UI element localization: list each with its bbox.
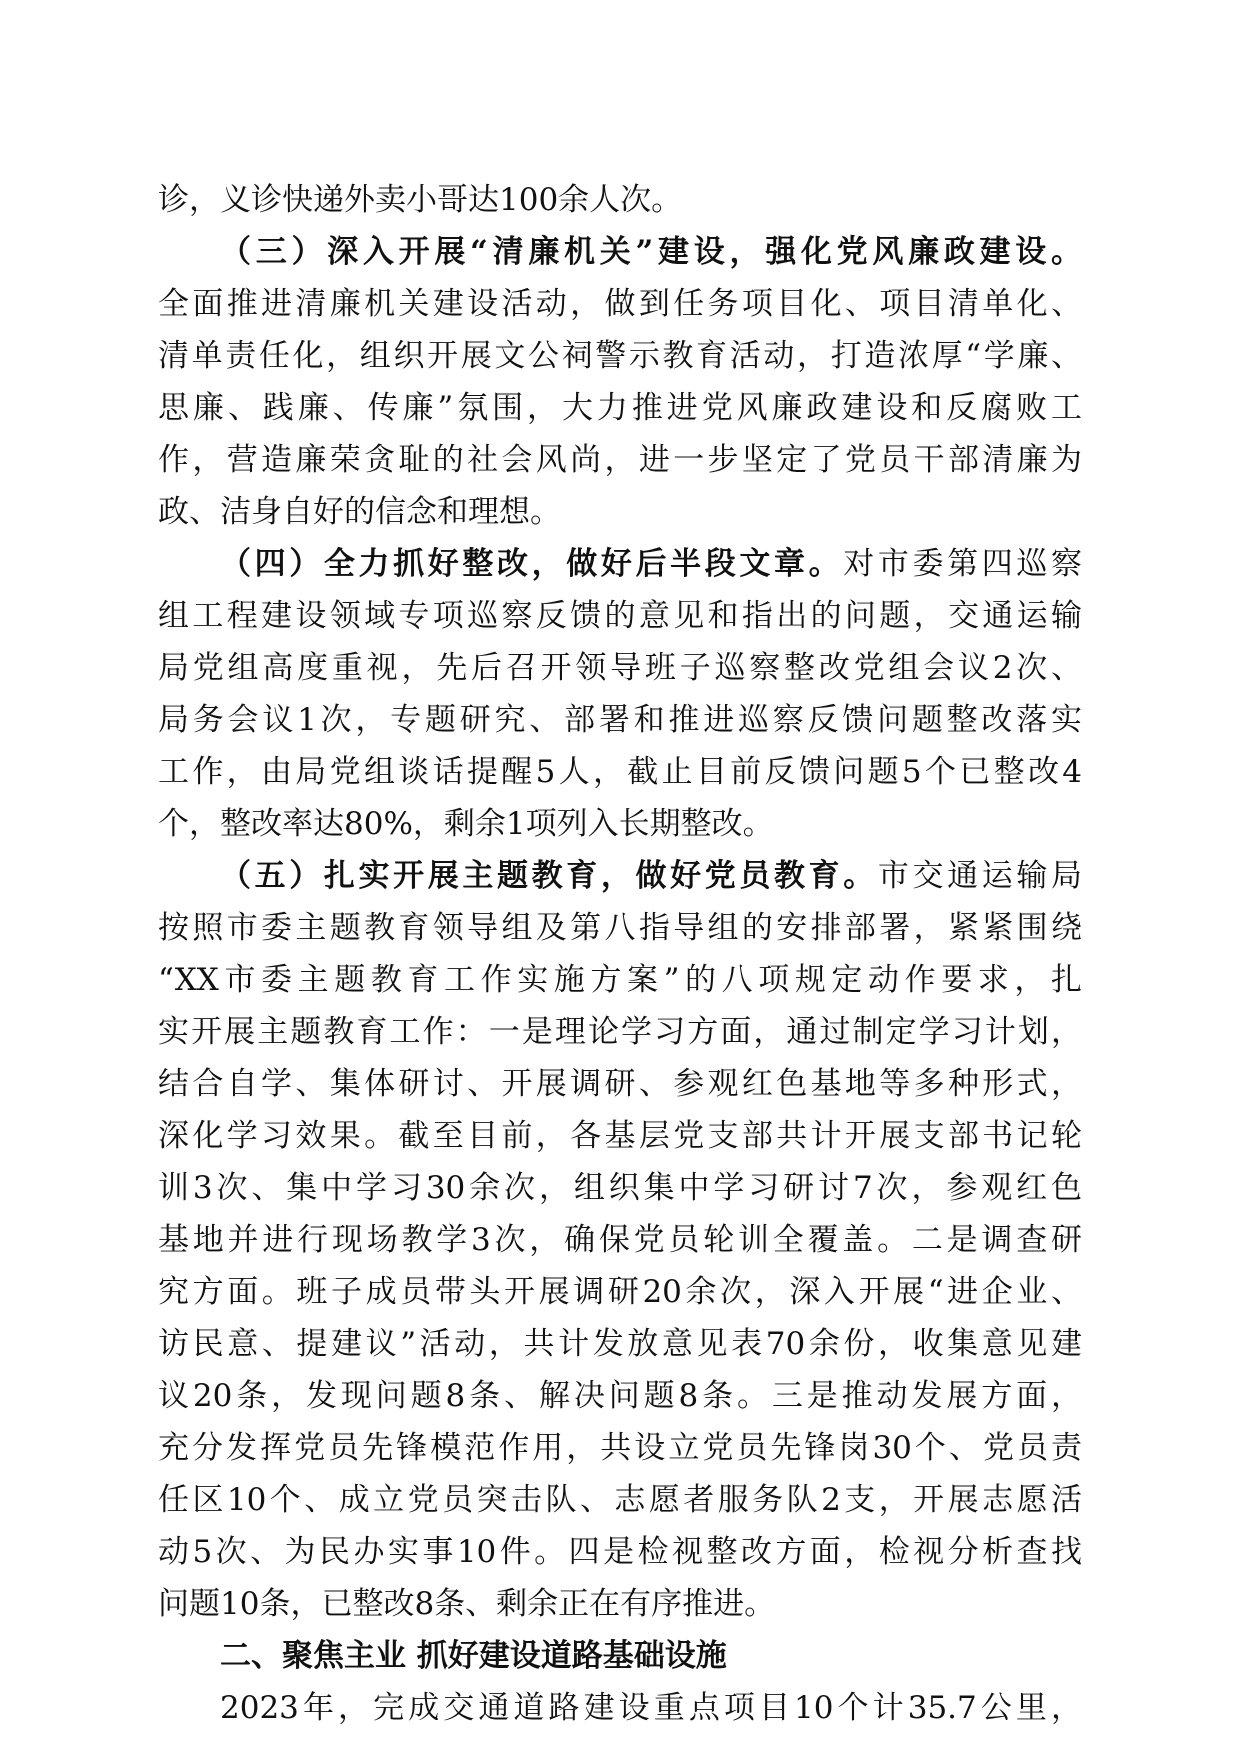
paragraph-line-5 [220,850,1082,902]
text-line: 充分发挥党员先锋模范作用，共设立党员先锋岗30个、党员责 [158,1430,1082,1466]
text-line: 议20条，发现问题8条、解决问题8条。三是推动发展方面， [158,1378,1082,1414]
text-line: “XX市委主题教育工作实施方案”的八项规定动作要求，扎 [158,962,1082,998]
text-line: 训3次、集中学习30余次，组织集中学习研讨7次，参观红色 [158,1170,1082,1206]
paragraph-heading-3: （三）深入开展“清廉机关”建设，强化党风廉政建设。 [220,234,1082,270]
paragraph-text-4: 对市委第四巡察 [843,546,1082,582]
text-line: 思廉、践廉、传廉”氛围，大力推进党风廉政建设和反腐败工 [158,390,1082,426]
text-line: 深化学习效果。截至目前，各基层党支部共计开展支部书记轮 [158,1118,1082,1154]
text-line: 全面推进清廉机关建设活动，做到任务项目化、项目清单化、 [158,286,1082,322]
text-line: 个，整改率达80%，剩余1项列入长期整改。 [158,806,774,842]
text-line: 工作，由局党组谈话提醒5人，截止目前反馈问题5个已整改4 [158,754,1082,790]
paragraph-heading-4: （四）全力抓好整改，做好后半段文章。 [220,546,844,582]
text-line: 究方面。班子成员带头开展调研20余次，深入开展“进企业、 [158,1274,1082,1310]
text-line: 2023年，完成交通道路建设重点项目10个计35.7公里， [220,1690,1082,1726]
text-line: 基地并进行现场教学3次，确保党员轮训全覆盖。二是调查研 [158,1222,1082,1258]
text-line: 问题10条，已整改8条、剩余正在有序推进。 [158,1586,776,1622]
text-line: 局党组高度重视，先后召开领导班子巡察整改党组会议2次、 [158,650,1082,686]
text-line: 结合自学、集体研讨、开展调研、参观红色基地等多种形式， [158,1066,1082,1102]
text-line: 局务会议1次，专题研究、部署和推进巡察反馈问题整改落实 [158,702,1082,738]
text-line: 作，营造廉荣贪耻的社会风尚，进一步坚定了党员干部清廉为 [158,442,1082,478]
paragraph-text-5: 市交通运输局 [877,858,1082,894]
text-line: 访民意、提建议”活动，共计发放意见表70余份，收集意见建 [158,1326,1082,1362]
section-heading-2: 二、聚焦主业 抓好建设道路基础设施 [220,1638,727,1674]
paragraph-line-4 [220,538,1082,590]
text-line: 动5次、为民办实事10件。四是检视整改方面，检视分析查找 [158,1534,1082,1570]
text-line: 诊，义诊快递外卖小哥达100余人次。 [158,182,683,218]
paragraph-heading-5: （五）扎实开展主题教育，做好党员教育。 [220,858,878,894]
text-line: 实开展主题教育工作：一是理论学习方面，通过制定学习计划， [158,1014,1082,1050]
text-line: 政、洁身自好的信念和理想。 [158,494,561,530]
text-line: 清单责任化，组织开展文公祠警示教育活动，打造浓厚“学廉、 [158,338,1082,374]
text-line: 组工程建设领域专项巡察反馈的意见和指出的问题，交通运输 [158,598,1082,634]
text-line: 任区10个、成立党员突击队、志愿者服务队2支，开展志愿活 [158,1482,1082,1518]
text-line: 按照市委主题教育领导组及第八指导组的安排部署，紧紧围绕 [158,910,1082,946]
